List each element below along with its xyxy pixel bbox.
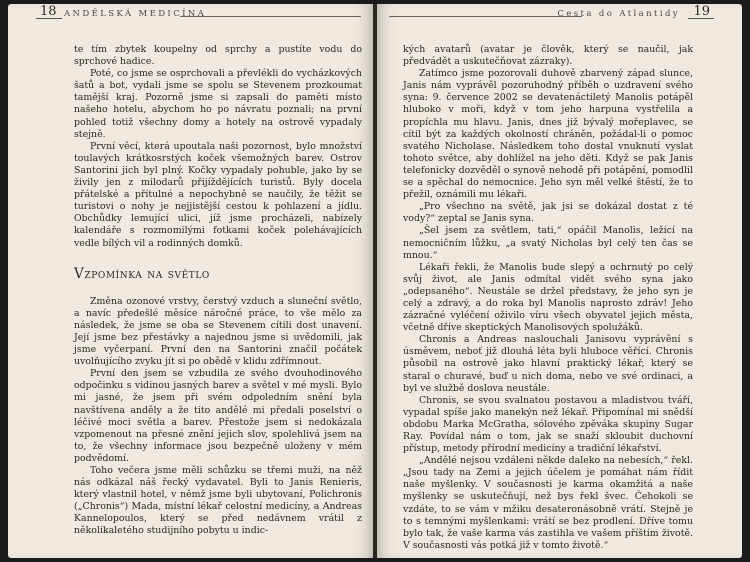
right-page-text xyxy=(403,44,693,552)
running-title-right: Cesta do Atlantidy xyxy=(557,9,680,19)
header-rule xyxy=(180,16,361,17)
left-page-text xyxy=(74,44,362,538)
right-page-header xyxy=(385,6,710,26)
page-number-left: 18 xyxy=(40,4,57,19)
paragraph: Lékaři řekli, že Manolis bude slepý a ochrnutý po celý svůj život, ale Janis odmítal vidět svého syna jako „odepsaného“. Neustále se držel představy, že jeho syn je celý a zdravý, a do roka byl Manolis naprosto zdráv! Jeho zázračné vyléčení oživilo víru všech obyvatel jejich města, včetně dříve skeptických Manolisových spolužáků. xyxy=(403,261,693,334)
paragraph: „Pro všechno na světě, jak jsi se dokázal dostat z té vody?“ zeptal se Janis syna. xyxy=(403,201,693,225)
book-spread xyxy=(8,4,742,558)
paragraph: Chronis a Andreas naslouchali Janisovu vyprávění s úsměvem, neboť již dlouhá léta byli hluboce věřící. Chronis působil na ostrově jako hlavní praktický lékař, který se staral o churavé, buď u nich doma, nebo ve své ordinaci, a byl ve službě doslova neustále. xyxy=(403,334,693,394)
paragraph: „Šel jsem za světlem, tati,“ opáčil Manolis, ležící na nemocničním lůžku, „a svatý Nicholas byl celý ten čas se mnou.“ xyxy=(403,225,693,261)
paragraph: Změna ozonové vrstvy, čerstvý vzduch a sluneční světlo, a navíc předešlé měsíce náročné práce, to vše mělo za následek, že jsme se oba se Stevenem cítili dost unavení. Její jsme bez přestávky a najednou jsme si uvědomili, jak jsme vyčerpaní. První den na Santorini značil počátek uvolňujícího zvyku jít si po obědě v klidu zdřímnout. xyxy=(74,295,362,368)
section-heading: Vzpomínka na světlo xyxy=(74,265,210,282)
page-number-ornament xyxy=(36,18,62,25)
header-rule xyxy=(389,16,582,17)
paragraph: te tím zbytek koupelny od sprchy a pustíte vodu do sprchové hadice. xyxy=(74,44,362,68)
paragraph: kých avatarů (avatar je člověk, který se naučil, jak předvádět a uskutečňovat zázraky). xyxy=(403,44,693,68)
paragraph: Chronis, se svou svalnatou postavou a mladistvou tváří, vypadal spíše jako manekýn než lékař. Připomínal mi snědší obdobu Marka McGratha, sólového zpěváka skupiny Sugar Ray. Povídal nám o tom, jak se snaží skloubit duchovní přístup, metody přírodní medicíny a tradiční lékařství. xyxy=(403,394,693,455)
paragraph: První věcí, která upoutala naši pozornost, bylo množství toulavých krátkosrstých koček všemožných barev. Ostrov Santorini jich byl plný. Kočky vypadaly pohuble, jako by se živily jen z milodarů přijíždějících turistů. Byly docela přátelské a přítulné a nepochybně se naučily, že těžit se turistovi o nohy je nejjistější cestou k pohlazení a jídlu. Obchůdky lemující ulici, jíž jsme procházeli, nabízely kalendáře s rozmomilými fotkami koček polehávajících vedle bílých vil a rodinných domků. xyxy=(74,140,362,249)
paragraph: Zatímco jsme pozorovali duhově zbarvený západ slunce, Janis nám vyprávěl pozoruhodný příběh o uzdravení svého syna: 9. července 2002 se devatenáctiletý Manolis potápěl hluboko v moři, když v tom jeho harpuna vystřelila a propíchla mu hlavu. Janis, dnes již bývalý mořeplavec, se cítil být za každých okolností chráněn, požádal-li o pomoc svatého Nicholase. Následkem toho dostal vnuknutí vyslat tohoto světce, aby dohlížel na jeho děti. Když se pak Janis telefonicky dozvěděl o synově nehodě při potápění, pomodlil se a spěchal do nemocnice. Jeho syn měl velké štěstí, že to přežil, oznámili mu lékaři. xyxy=(403,68,693,201)
paragraph: „Andělé nejsou vzdáleni někde daleko na nebesích,“ řekl. „Jsou tady na Zemi a jejich účelem je pomáhat nám řídit naše myšlenky. V současnosti je karma okamžitá a naše myšlenky se uskutečňují, než bys řekl švec. Čehokoli se vzdáte, to se vám v mžiku desateronásobně vrátí. Stejně je to s temnými myšlenkami: vrátí se bez prodlení. Dříve tomu bylo tak, že vaše karma vás zastihla ve vašem příštím životě. V současnosti vás potká již v tomto životě.“ xyxy=(403,455,693,551)
paragraph: Poté, co jsme se osprchovali a převlékli do vycházkových šatů a bot, vydali jsme se spolu se Stevenem prozkoumat tamější kraj. Pozorně jsme si zapsali do paměti místo našeho hotelu, abychom ho po návratu poznali; na první pohled totiž všechny domy a hotely na ostrově vypadaly stejně. xyxy=(74,68,362,140)
page-number-ornament xyxy=(688,18,714,25)
running-title-left: ANDĚLSKÁ MEDICÍNA xyxy=(64,9,207,19)
left-page xyxy=(8,4,375,558)
right-page xyxy=(375,4,742,558)
book-gutter xyxy=(373,4,377,558)
left-page-header xyxy=(40,6,365,26)
paragraph: Toho večera jsme měli schůzku se třemi muži, na něž nás odkázal náš řecký vydavatel. Byli to Janis Renieris, který vlastnil hotel, v němž jsme byli ubytovaní, Polichronis („Chronis“) Mada, místní lékař celostní medicíny, a Andreas Kannelopoulos, který se před nedávnem vrátil z několikaletého studijního pobytu u indic- xyxy=(74,465,362,537)
paragraph: První den jsem se vzbudila ze svého dvouhodinového odpočinku s vidinou jasných barev a světel v mé mysli. Bylo mi jasné, že jsem při svém odpoledním snění byla navštívena anděly a že tito andělé mi předali poselství o léčivé moci světla a barev. Přestože jsem si nedokázala vzpomenout na přesné znění jejich slov, spolehlivá jsem na to, že všechny informace jsou bezpečně uloženy v mém podvědomí. xyxy=(74,368,362,464)
page-number-right: 19 xyxy=(693,4,710,19)
